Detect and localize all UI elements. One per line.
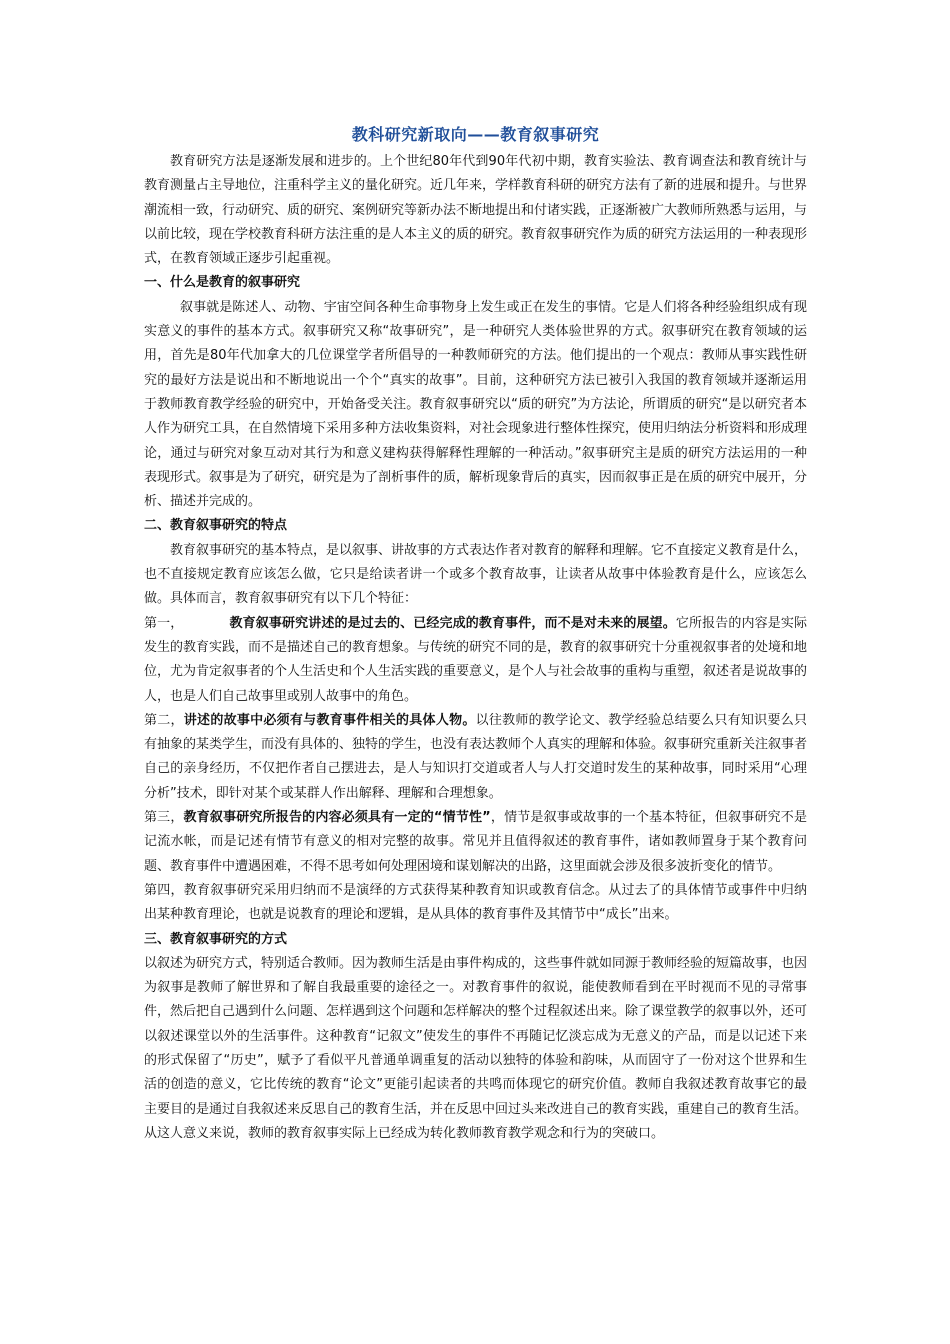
section-heading-1: 一、什么是教育的叙事研究 — [144, 275, 301, 291]
section-heading-2: 二、教育叙事研究的特点 — [144, 518, 288, 534]
feature-label: 第三， — [144, 810, 184, 826]
intro-paragraph: 教育研究方法是逐渐发展和进步的。上个世纪80年代到90年代初中期，教育实验法、教育调查法和教育统计与教育测量占主导地位，注重科学主义的量化研究。近几年来，学样教育科研的研究方法有了新的进展和提升。与世界潮流相一致，行动研究、质的研究、案例研究等新办法不断地提出和付诸实践，正逐渐被广大教师所熟悉与运用，与以前比较，现在学校教育科研方法注重的是人本主义的质的研究。教育叙事研究作为质的研究方法运用的一种表现形式，在教育领域正逐步引起重视。 — [144, 154, 808, 267]
feature-text: 它所报告的内容是实际发生的教育实践，而不是描述自己的教育想象。与传统的研究不同的是，教育的叙事研究十分重视叙事者的处境和地位，尤为肯定叙事者的个人生活史和个人生活实践的重要意义，是个人与社会故事的重构与重塑，叙述者是说故事的人，也是人们自己故事里或别人故事中的角色。 — [144, 615, 808, 704]
feature-paragraph-1 — [144, 612, 807, 709]
feature-paragraph-4 — [144, 879, 807, 928]
document-page — [144, 122, 807, 1146]
feature-label: 第四， — [144, 882, 184, 898]
feature-label: 第二， — [144, 712, 184, 728]
section-heading-3: 三、教育叙事研究的方式 — [144, 931, 288, 947]
section-2-intro: 教育叙事研究的基本特点，是以叙事、讲故事的方式表达作者对教育的解释和理解。它不直接定义教育是什么，也不直接规定教育应该怎么做，它只是给读者讲一个或多个教育故事，让读者从故事中体验教育是什么，应该怎么做。具体而言，教育叙事研究有以下几个特征： — [144, 542, 808, 607]
feature-bold-text: 教育叙事研究讲述的是过去的、已经完成的教育事件，而不是对未来的展望。 — [229, 615, 676, 631]
feature-paragraph-3 — [144, 806, 807, 879]
feature-text: 教育叙事研究采用归纳而不是演绎的方式获得某种教育知识或教育信念。从过去了的具体情节或事件中归纳出某种教育理论，也就是说教育的理论和逻辑，是从具体的教育事件及其情节中“成长”出来。 — [144, 882, 807, 923]
feature-label: 第一， — [144, 615, 184, 631]
feature-text: 以往教师的教学论文、教学经验总结要么只有知识要么只有抽象的某类学生，而没有具体的、独特的学生，也没有表达教师个人真实的理解和体验。叙事研究重新关注叙事者自己的亲身经历，不仅把作者自己摆进去，是人与知识打交道或者人与人打交道时发生的某种故事，同时采用“心理分析”技术，即针对某个或某群人作出解释、理解和合理想象。 — [144, 712, 808, 801]
feature-bold-text: 教育叙事研究所报告的内容必须具有一定的“情节性” — [183, 810, 491, 826]
section-3-body: 以叙述为研究方式，特别适合教师。因为教师生活是由事件构成的，这些事件就如同源于教师经验的短篇故事，也因为叙事是教师了解世界和了解自我最重要的途径之一。对教育事件的叙说，能使教师看到在平时视而不见的寻常事件，然后把自己遇到什么问题、怎样遇到这个问题和怎样解决的整个过程叙述出来。除了课堂教学的叙事以外，还可以叙述课堂以外的生活事件。这种教育“记叙文”使发生的事件不再随记忆淡忘成为无意义的产品，而是以记述下来的形式保留了“历史”，赋予了看似平凡普通单调重复的活动以独特的体验和韵味，从而固守了一份对这个世界和生活的创造的意义，它比传统的教育“论文”更能引起读者的共鸣而体现它的研究价值。教师自我叙述教育故事它的最主要目的是通过自我叙述来反思自己的教育生活，并在反思中回过头来改进自己的教育实践，重建自己的教育生活。从这人意义来说，教师的教育叙事实际上已经成为转化教师教育教学观念和行为的突破口。 — [144, 955, 808, 1141]
feature-paragraph-2 — [144, 709, 807, 806]
document-title: 教科研究新取向——教育叙事研究 — [351, 125, 600, 144]
section-1-body: 叙事就是陈述人、动物、宇宙空间各种生命事物身上发生或正在发生的事情。它是人们将各种经验组织成有现实意义的事件的基本方式。叙事研究又称“故事研究”，是一种研究人类体验世界的方式。叙事研究在教育领域的运用，首先是80年代加拿大的几位课堂学者所倡导的一种教师研究的方法。他们提出的一个观点：教师从事实践性研究的最好方法是说出和不断地说出一个个“真实的故事”。目前，这种研究方法已被引入我国的教育领域并逐渐运用于教师教育教学经验的研究中，开始备受关注。教育叙事研究以“质的研究”为方法论，所谓质的研究“是以研究者本人作为研究工具，在自然情境下采用多种方法收集资料，对社会现象进行整体性探究，使用归纳法分析资料和形成理论，通过与研究对象互动对其行为和意义建构获得解释性理解的一种活动。”叙事研究主是质的研究方法运用的一种表现形式。叙事是为了研究，研究是为了剖析事件的质，解析现象背后的真实，因而叙事正是在质的研究中展开，分析、描述并完成的。 — [144, 299, 808, 510]
feature-bold-text: 讲述的故事中必须有与教育事件相关的具体人物。 — [183, 712, 476, 728]
feature-text: ，情节是叙事或故事的一个基本特征，但叙事研究不是记流水帐，而是记述有情节有意义的相对完整的故事。常见并且值得叙述的教育事件，诸如教师置身于某个教育问题、教育事件中遭遇困难，不得不思考如何处理困境和谋划解决的出路，这里面就会涉及很多波折变化的情节。 — [144, 810, 807, 874]
